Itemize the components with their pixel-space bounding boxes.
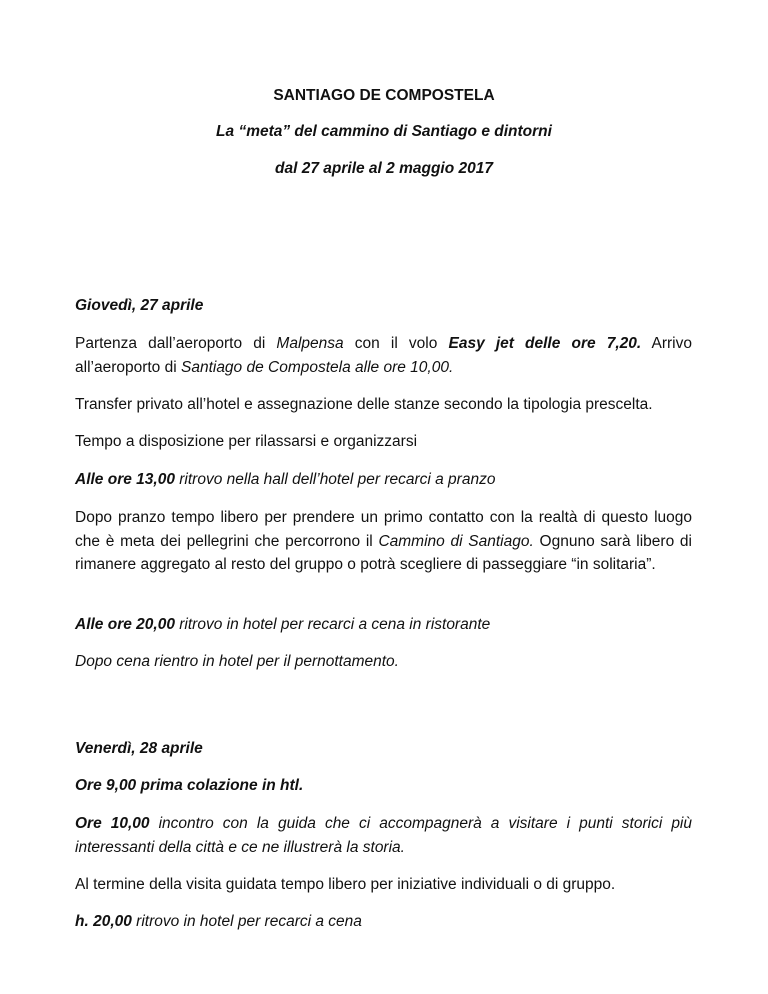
day2-paragraph-breakfast: Ore 9,00 prima colazione in htl.: [75, 777, 304, 794]
document-title: SANTIAGO DE COMPOSTELA: [273, 87, 495, 104]
day2-heading: Venerdì, 28 aprile: [75, 740, 203, 757]
day1-paragraph-free-time: Tempo a disposizione per rilassarsi e organizzarsi: [75, 433, 418, 450]
day1-paragraph-dinner: Alle ore 20,00 ritrovo in hotel per recarci a cena in ristorante: [75, 616, 491, 633]
document-dates: dal 27 aprile al 2 maggio 2017: [275, 160, 493, 177]
day1-heading: Giovedì, 27 aprile: [75, 297, 204, 314]
day1-paragraph-afternoon: Dopo pranzo tempo libero per prendere un primo contatto con la realtà di questo luogo che è meta dei pellegrini che percorrono il Cammino di Santiago. Ognuno sarà libero di rimanere aggregato al resto del gruppo o potrà scegliere di passeggiare “in solitaria”.: [75, 509, 692, 573]
day2-paragraph-dinner: h. 20,00 ritrovo in hotel per recarci a cena: [75, 913, 362, 930]
day1-paragraph-transfer: Transfer privato all’hotel e assegnazione delle stanze secondo la tipologia prescelta.: [75, 396, 653, 413]
day1-paragraph-departure: Partenza dall’aeroporto di Malpensa con il volo Easy jet delle ore 7,20. Arrivo all’aeroporto di Santiago de Compostela alle ore 10,00.: [75, 335, 692, 376]
day1-paragraph-lunch: Alle ore 13,00 ritrovo nella hall dell’hotel per recarci a pranzo: [75, 471, 496, 488]
day2-paragraph-guided-tour: Ore 10,00 incontro con la guida che ci accompagnerà a visitare i punti storici più interessanti della città e ce ne illustrerà la storia.: [75, 815, 692, 856]
day2-paragraph-free-time: Al termine della visita guidata tempo libero per iniziative individuali o di gruppo.: [75, 876, 616, 893]
day1-paragraph-overnight: Dopo cena rientro in hotel per il pernottamento.: [75, 653, 399, 670]
document-subtitle: La “meta” del cammino di Santiago e dintorni: [216, 123, 552, 140]
